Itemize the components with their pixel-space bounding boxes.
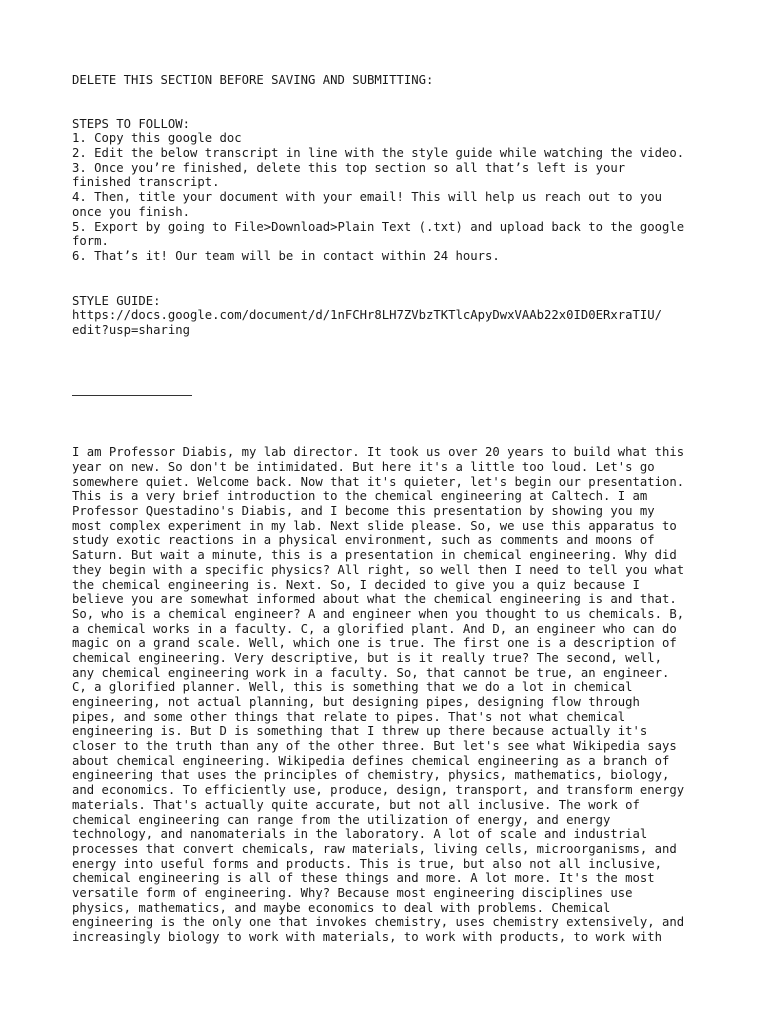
transcript-line: engineering is the only one that invokes chemistry, uses chemistry extensively, and [72,915,685,930]
step-line: form. [72,234,109,249]
transcript-line: believe you are somewhat informed about what the chemical engineering is and that. [72,592,677,607]
step-line: 6. That’s it! Our team will be in contact within 24 hours. [72,248,500,263]
transcript-line: the chemical engineering is. Next. So, I decided to give you a quiz because I [72,577,640,592]
instruction-header [72,73,712,88]
transcript-line: increasingly biology to work with materials, to work with products, to work with [72,930,663,944]
delete-instruction: DELETE THIS SECTION BEFORE SAVING AND SUBMITTING: [72,73,434,87]
transcript-line: study exotic reactions in a physical environment, such as comments and moons of [72,533,655,548]
transcript-line: energy into useful forms and products. This is true, but also not all inclusive, [72,856,663,871]
transcript-line: Saturn. But wait a minute, this is a presentation in chemical engineering. Why did [72,548,677,563]
transcript-line: and economics. To efficiently use, produce, design, transport, and transform energy [72,783,685,798]
transcript-line: pipes, and some other things that relate to pipes. That's not what chemical [72,709,626,724]
transcript-line: chemical engineering is all of these things and more. A lot more. It's the most [72,871,655,886]
transcript-line: any chemical engineering work in a faculty. So, that cannot be true, an engineer. [72,665,670,680]
step-line: 2. Edit the below transcript in line with the style guide while watching the video. [72,146,685,161]
transcript-line: This is a very brief introduction to the chemical engineering at Caltech. I am [72,489,648,504]
style-guide-title: STYLE GUIDE: [72,293,161,308]
transcript-line: year on new. So don't be intimidated. But here it's a little too loud. Let's go [72,460,655,474]
transcript-line: closer to the truth than any of the other three. But let's see what Wikipedia says [72,739,677,754]
style-guide-link-line-1[interactable]: https://docs.google.com/document/d/1nFCHr8LH7ZVbzTKTlcApyDwxVAAb22x0ID0ERxraTIU/ [72,308,663,323]
transcript-line: engineering that uses the principles of chemistry, physics, mathematics, biology, [72,768,670,783]
step-line: 5. Export by going to File>Download>Plain Text (.txt) and upload back to the google [72,219,685,234]
step-line: once you finish. [72,204,191,219]
transcript-body [72,445,712,944]
transcript-line: engineering, not actual planning, but designing pipes, designing flow through [72,695,640,709]
transcript-line: physics, mathematics, and maybe economics to deal with problems. Chemical [72,900,611,915]
style-guide-link-line-2[interactable]: edit?usp=sharing [72,322,191,337]
transcript-line: chemical engineering. Very descriptive, but is it really true? The second, well, [72,650,663,665]
steps-title: STEPS TO FOLLOW: [72,116,191,131]
transcript-line: I am Professor Diabis, my lab director. It took us over 20 years to build what this [72,445,685,460]
transcript-line: processes that convert chemicals, raw materials, living cells, microorganisms, and [72,841,677,856]
transcript-line: technology, and nanomaterials in the laboratory. A lot of scale and industrial [72,827,648,842]
style-guide-section [72,294,712,338]
step-line: 1. Copy this google doc [72,131,242,146]
transcript-line: C, a glorified planner. Well, this is something that we do a lot in chemical [72,680,633,695]
transcript-line: versatile form of engineering. Why? Because most engineering disciplines use [72,885,633,900]
transcript-line: engineering is. But D is something that I threw up there because actually it's [72,724,648,739]
transcript-line: about chemical engineering. Wikipedia defines chemical engineering as a branch of [72,753,670,768]
step-line: finished transcript. [72,175,220,190]
transcript-line: most complex experiment in my lab. Next slide please. So, we use this apparatus to [72,518,677,533]
transcript-line: Professor Questadino's Diabis, and I become this presentation by showing you my [72,504,655,519]
transcript-line: magic on a grand scale. Well, which one is true. The first one is a description of [72,636,677,651]
transcript-line: a chemical works in a faculty. C, a glorified plant. And D, an engineer who can do [72,621,677,636]
transcript-line: somewhere quiet. Welcome back. Now that it's quieter, let's begin our presentation. [72,474,685,489]
transcript-line: they begin with a specific physics? All right, so well then I need to tell you what [72,562,685,577]
transcript-line: materials. That's actually quite accurate, but not all inclusive. The work of [72,797,640,812]
transcript-line: chemical engineering can range from the utilization of energy, and energy [72,812,611,827]
section-divider [72,395,192,396]
step-line: 3. Once you’re finished, delete this top section so all that’s left is your [72,160,626,175]
divider-row [72,382,712,397]
document-page [72,73,712,945]
step-line: 4. Then, title your document with your email! This will help us reach out to you [72,190,663,205]
transcript-line: So, who is a chemical engineer? A and engineer when you thought to us chemicals. B, [72,606,685,621]
steps-section [72,117,712,264]
